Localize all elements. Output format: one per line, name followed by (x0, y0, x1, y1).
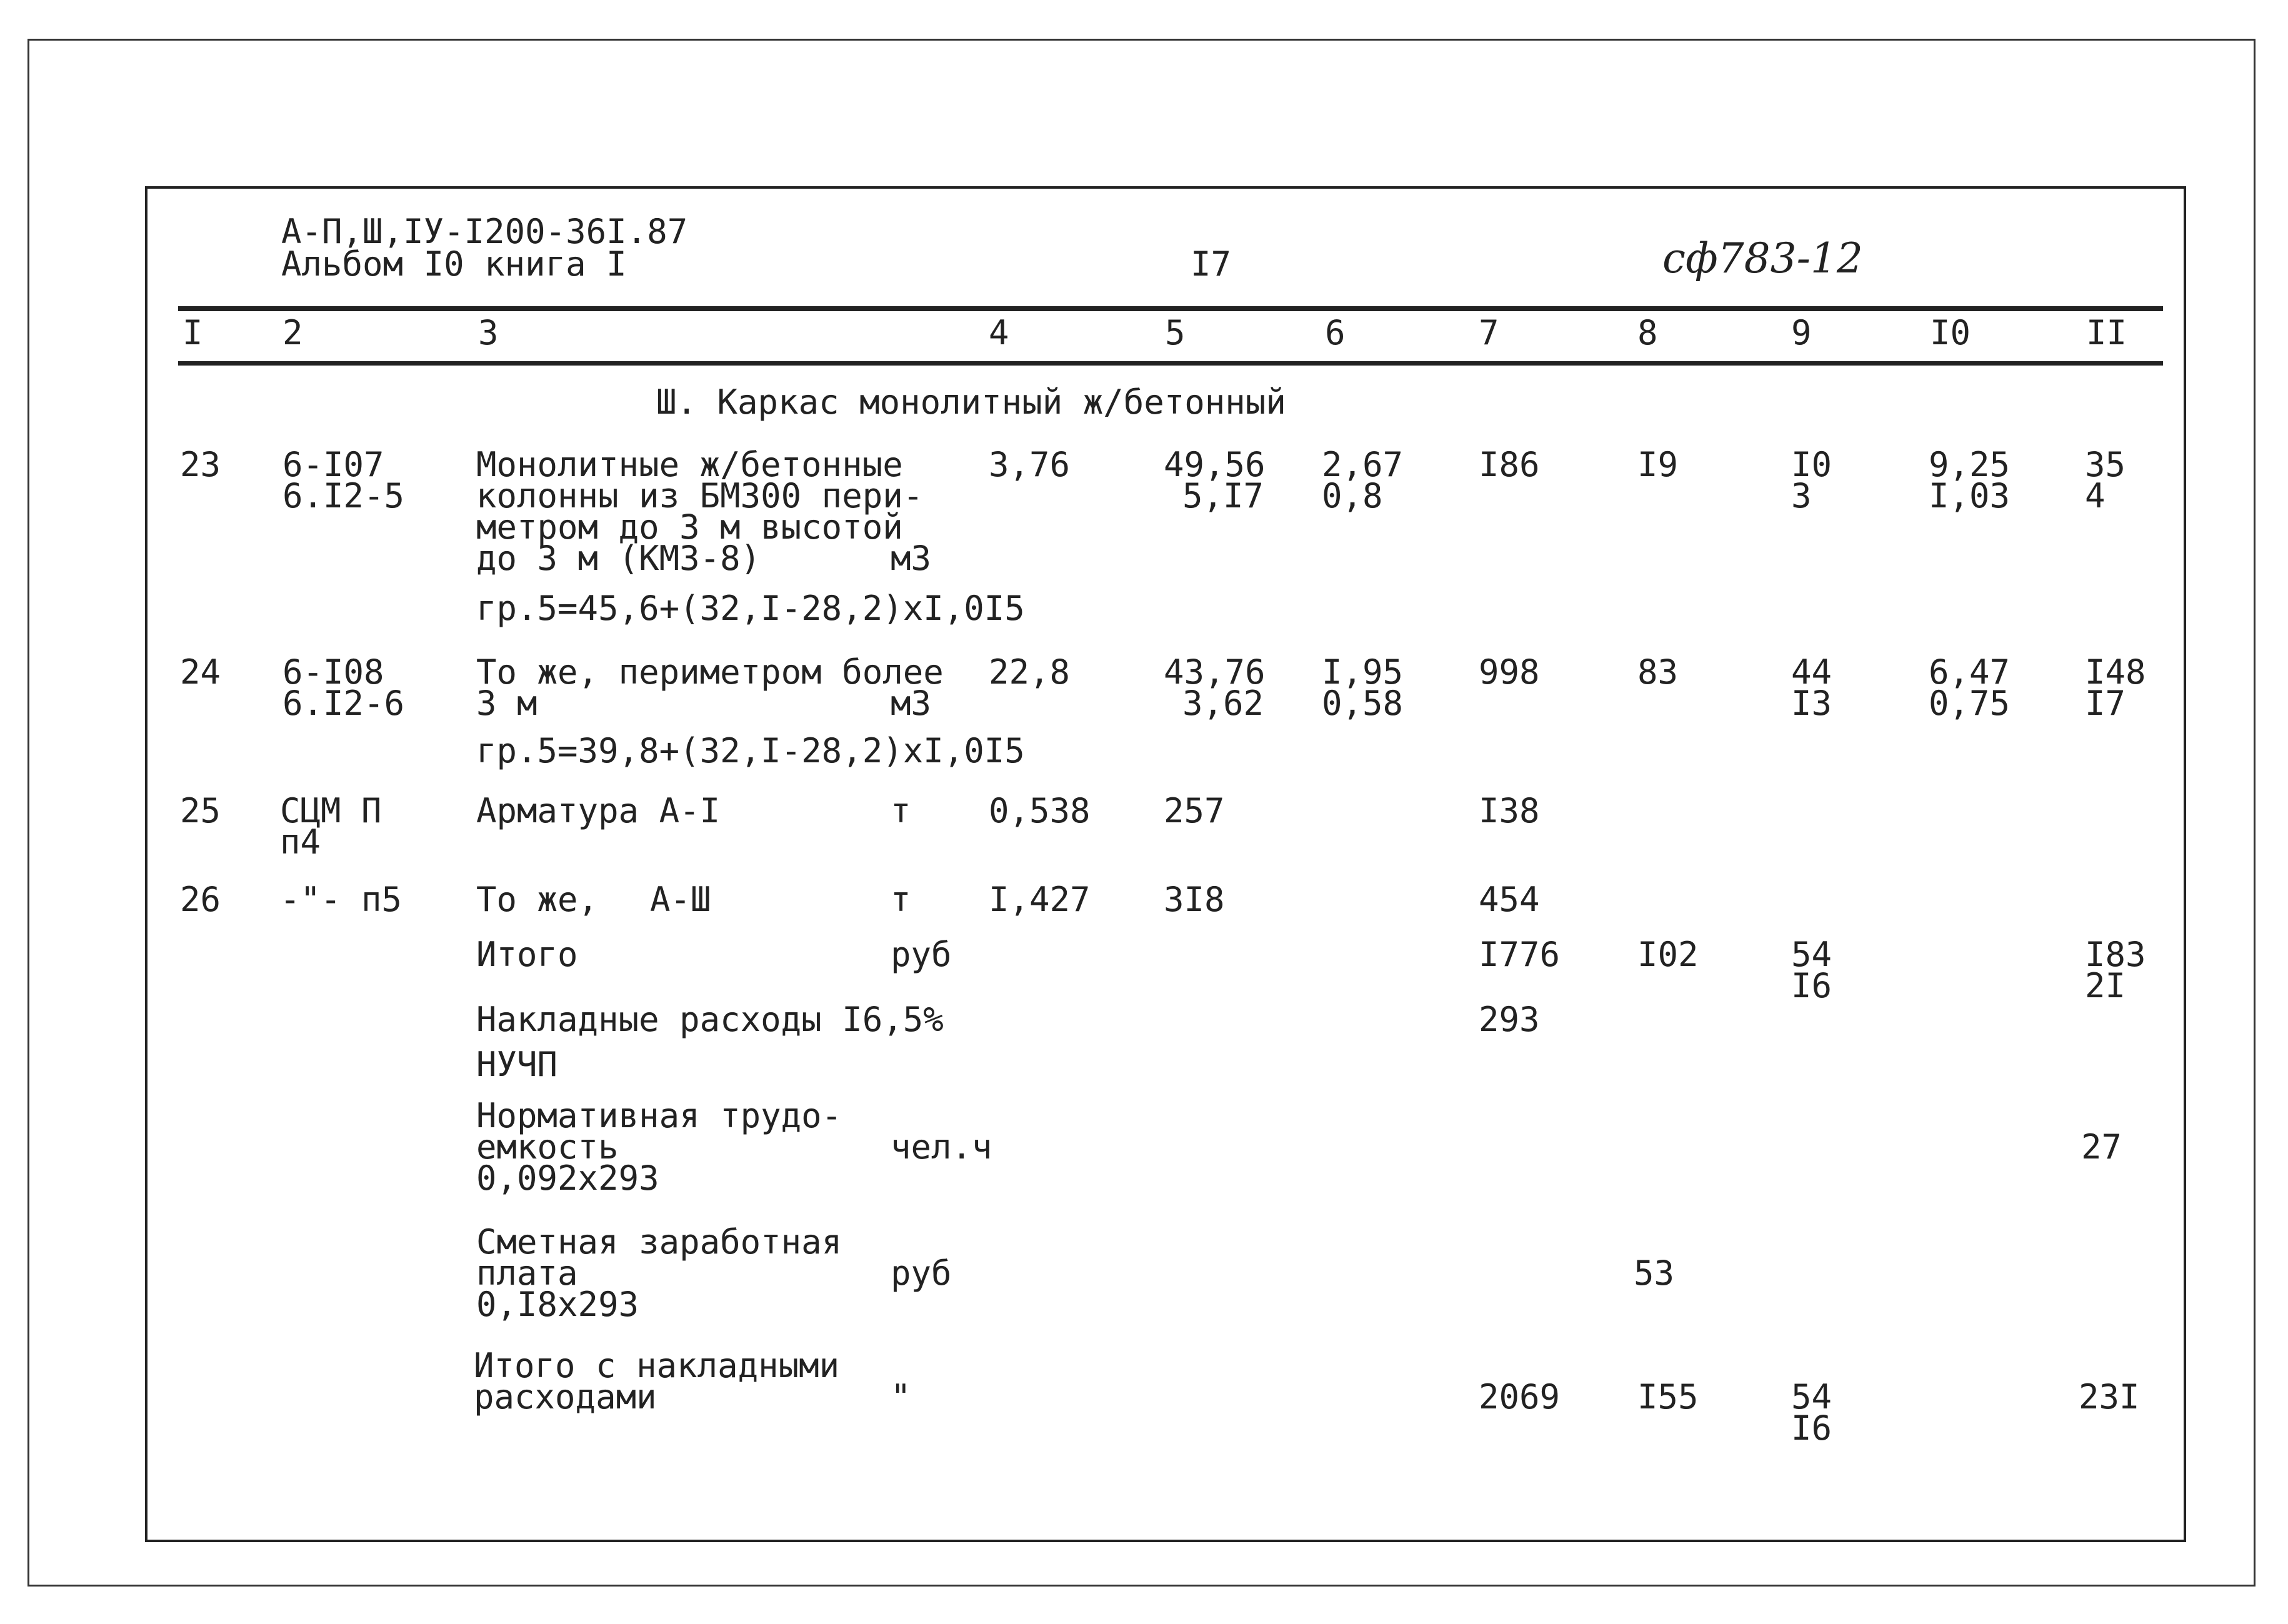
row-number: 24 (180, 652, 221, 692)
totals-label: Сметная заработная (476, 1222, 842, 1262)
unit-cost-sub: 0,8 (1322, 476, 1383, 516)
column-header: 2 (282, 313, 303, 352)
quantity: I,427 (989, 880, 1091, 919)
header-top-rule (178, 306, 2163, 311)
column-header: 3 (478, 313, 499, 352)
norm-code: -"- п5 (280, 880, 402, 919)
work-description: То же, (476, 880, 599, 919)
column-10-value: 9,25 (1929, 445, 2011, 484)
work-description: Монолитные ж/бетонные (476, 445, 903, 484)
norm-code: 6.I2-5 (282, 476, 405, 516)
calculation-note: гр.5=39,8+(32,I-28,2)xI,0I5 (476, 731, 1025, 770)
unit-cost: 3,62 (1182, 684, 1264, 723)
column-10-value: I,03 (1929, 476, 2011, 516)
row-number: 23 (180, 445, 221, 484)
unit: м3 (891, 539, 932, 578)
unit-cost: 3I8 (1164, 880, 1225, 919)
row-number: 26 (180, 880, 221, 919)
unit: т (891, 791, 911, 830)
work-description: А-Ш (650, 880, 711, 919)
column-8-value: I02 (1637, 935, 1699, 974)
totals-label: Накладные расходы I6,5% (476, 1000, 944, 1039)
totals-label: 0,092x293 (476, 1158, 659, 1198)
norm-code: п4 (280, 822, 321, 862)
column-header: 7 (1479, 313, 1499, 352)
total-cost: I38 (1479, 791, 1540, 830)
work-description: Арматура А-I (476, 791, 721, 830)
unit-cost: 43,76 (1164, 652, 1266, 692)
unit-cost-sub: I,95 (1322, 652, 1404, 692)
unit-cost-sub: 0,58 (1322, 684, 1404, 723)
column-9-value: 44 (1791, 652, 1832, 692)
unit: т (891, 880, 911, 919)
unit: чел.ч (891, 1127, 992, 1167)
column-9-value: I3 (1791, 684, 1832, 723)
column-11-value: I83 (2085, 935, 2146, 974)
unit: м3 (891, 684, 932, 723)
work-description: То же, периметром более (476, 652, 944, 692)
column-header: I0 (1930, 313, 1971, 352)
norm-code: 6-I08 (282, 652, 384, 692)
unit: " (891, 1377, 911, 1417)
column-header: II (2086, 313, 2127, 352)
column-header: 6 (1325, 313, 1346, 352)
unit-cost-sub: 2,67 (1322, 445, 1404, 484)
column-8-value: 53 (1634, 1253, 1675, 1293)
column-header: 8 (1637, 313, 1658, 352)
column-9-value: I0 (1791, 445, 1832, 484)
series-code: А-П,Ш,IУ-I200-36I.87 (281, 212, 688, 251)
section-title: Ш. Каркас монолитный ж/бетонный (656, 382, 1286, 422)
column-10-value: 6,47 (1929, 652, 2011, 692)
column-9-value: 54 (1791, 935, 1832, 974)
column-11-value: 2I (2085, 966, 2126, 1005)
unit-cost: 257 (1164, 791, 1225, 830)
total-cost: I86 (1479, 445, 1540, 484)
totals-label: Итого с накладными (474, 1346, 840, 1385)
header-bottom-rule (178, 361, 2163, 366)
column-11-value: I7 (2085, 684, 2126, 723)
column-11-value: 23I (2079, 1377, 2140, 1417)
column-9-value: 3 (1791, 476, 1812, 516)
total-cost: 2069 (1479, 1377, 1561, 1417)
column-11-value: 27 (2081, 1127, 2122, 1167)
document-stamp: сф783-12 (1662, 234, 1863, 282)
quantity: 3,76 (989, 445, 1071, 484)
quantity: 0,538 (989, 791, 1091, 830)
column-9-value: 54 (1791, 1377, 1832, 1417)
totals-label: Нормативная трудо- (476, 1096, 842, 1135)
unit-cost: 49,56 (1164, 445, 1266, 484)
totals-label: Итого (476, 935, 578, 974)
column-9-value: I6 (1791, 966, 1832, 1005)
row-number: 25 (180, 791, 221, 830)
column-9-value: I6 (1791, 1408, 1832, 1448)
column-header: I (182, 313, 203, 352)
column-header: 5 (1165, 313, 1186, 352)
unit-cost: 5,I7 (1182, 476, 1264, 516)
quantity: 22,8 (989, 652, 1071, 692)
norm-code: 6.I2-6 (282, 684, 405, 723)
calculation-note: гр.5=45,6+(32,I-28,2)xI,0I5 (476, 589, 1025, 628)
album-label: Альбом I0 книга I (281, 244, 627, 284)
column-11-value: I48 (2085, 652, 2146, 692)
work-description: метром до 3 м высотой (476, 507, 903, 547)
column-header: 4 (989, 313, 1009, 352)
work-description: колонны из БМ300 пери- (476, 476, 924, 516)
column-8-value: I55 (1637, 1377, 1699, 1417)
page-number: I7 (1191, 244, 1232, 284)
total-cost: I776 (1479, 935, 1561, 974)
norm-code: 6-I07 (282, 445, 384, 484)
totals-label: емкость (476, 1127, 619, 1167)
column-8-value: I9 (1637, 445, 1679, 484)
column-8-value: 83 (1637, 652, 1679, 692)
work-description: 3 м (476, 684, 537, 723)
column-10-value: 0,75 (1929, 684, 2011, 723)
column-11-value: 4 (2085, 476, 2106, 516)
totals-label: НУЧП (476, 1045, 558, 1084)
norm-code: СЦМ П (280, 791, 382, 830)
totals-label: расходами (474, 1377, 657, 1417)
column-11-value: 35 (2085, 445, 2126, 484)
work-description: до 3 м (КМ3-8) (476, 539, 761, 578)
totals-label: 0,I8x293 (476, 1285, 639, 1324)
column-header: 9 (1791, 313, 1812, 352)
totals-label: плата (476, 1253, 578, 1293)
total-cost: 293 (1479, 1000, 1540, 1039)
unit: руб (891, 935, 952, 974)
total-cost: 454 (1479, 880, 1540, 919)
total-cost: 998 (1479, 652, 1540, 692)
unit: руб (891, 1253, 952, 1293)
